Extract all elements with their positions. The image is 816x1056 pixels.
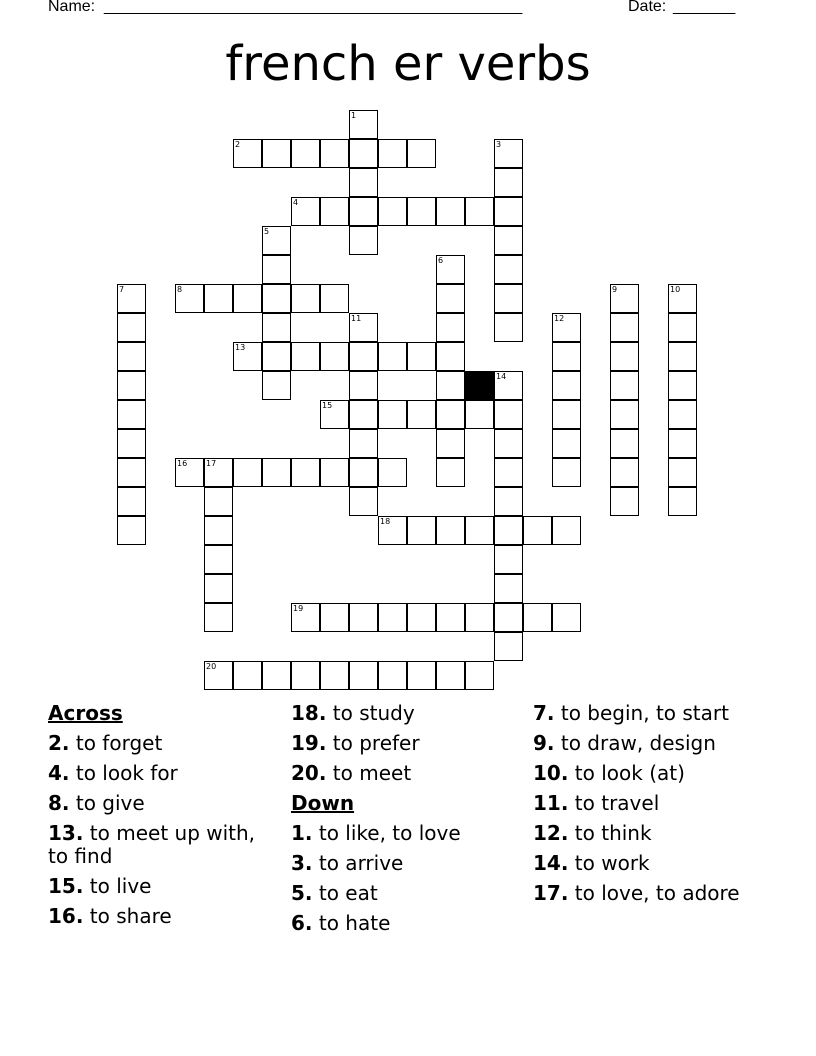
grid-cell[interactable] <box>610 487 639 516</box>
clue-number: 10 <box>670 285 681 294</box>
clue-column-2 <box>291 702 521 942</box>
grid-cell[interactable] <box>320 400 349 429</box>
name-line[interactable]: _______________________________________________ <box>104 0 523 15</box>
clue-text: to meet <box>326 761 412 785</box>
grid-cell[interactable] <box>117 458 146 487</box>
clue-number-label: 13. <box>48 821 84 845</box>
grid-cell[interactable] <box>204 516 233 545</box>
clue-number: 17 <box>206 459 217 468</box>
grid-cell[interactable] <box>436 342 465 371</box>
grid-cell[interactable] <box>320 197 349 226</box>
grid-cell[interactable] <box>610 458 639 487</box>
grid-cell[interactable] <box>610 284 639 313</box>
grid-cell[interactable] <box>610 313 639 342</box>
across-clue <box>48 732 278 755</box>
clue-text: to prefer <box>326 731 420 755</box>
clue-number: 19 <box>293 604 304 613</box>
grid-cell[interactable] <box>262 371 291 400</box>
grid-cell[interactable] <box>378 342 407 371</box>
grid-cell[interactable] <box>117 313 146 342</box>
grid-cell[interactable] <box>436 197 465 226</box>
clue-number: 4 <box>293 198 299 207</box>
grid-cell[interactable] <box>117 284 146 313</box>
clue-text: to give <box>69 791 145 815</box>
grid-cell[interactable] <box>465 661 494 690</box>
grid-cell[interactable] <box>233 661 262 690</box>
date-line[interactable]: _______ <box>673 0 736 15</box>
grid-cell[interactable] <box>349 197 378 226</box>
grid-cell[interactable] <box>378 603 407 632</box>
clue-text: to study <box>326 701 415 725</box>
grid-cell[interactable] <box>494 226 523 255</box>
grid-cell[interactable] <box>668 342 697 371</box>
clue-number-label: 3. <box>291 851 313 875</box>
grid-cell[interactable] <box>262 255 291 284</box>
clue-number: 6 <box>438 256 444 265</box>
grid-cell[interactable] <box>494 487 523 516</box>
grid-cell[interactable] <box>494 516 523 545</box>
grid-cell[interactable] <box>407 603 436 632</box>
clue-number-label: 8. <box>48 791 70 815</box>
grid-cell[interactable] <box>610 429 639 458</box>
clue-text: to draw, design <box>554 731 716 755</box>
grid-cell[interactable] <box>262 139 291 168</box>
across-clue <box>48 875 278 898</box>
grid-cell[interactable] <box>668 400 697 429</box>
grid-cell[interactable] <box>436 400 465 429</box>
grid-cell[interactable] <box>320 603 349 632</box>
across-clue <box>48 762 278 785</box>
clue-text: to share <box>83 904 172 928</box>
grid-cell[interactable] <box>320 139 349 168</box>
grid-cell[interactable] <box>349 400 378 429</box>
clue-number-label: 20. <box>291 761 327 785</box>
grid-cell[interactable] <box>233 284 262 313</box>
grid-cell[interactable] <box>291 603 320 632</box>
grid-cell[interactable] <box>233 139 262 168</box>
clue-number: 7 <box>119 285 125 294</box>
grid-cell[interactable] <box>494 574 523 603</box>
grid-cell[interactable] <box>436 313 465 342</box>
grid-cell[interactable] <box>407 197 436 226</box>
date-label: Date: <box>628 0 671 15</box>
grid-cell[interactable] <box>465 516 494 545</box>
grid-cell[interactable] <box>436 255 465 284</box>
clue-number-label: 6. <box>291 911 313 935</box>
grid-cell[interactable] <box>204 603 233 632</box>
clue-number: 14 <box>496 372 507 381</box>
across-heading: Across <box>48 701 123 725</box>
grid-cell[interactable] <box>204 284 233 313</box>
down-clue <box>291 882 521 905</box>
grid-cell[interactable] <box>291 284 320 313</box>
across-clue <box>291 762 521 785</box>
clue-number: 18 <box>380 517 391 526</box>
grid-cell[interactable] <box>552 400 581 429</box>
clue-text: to love, to adore <box>568 881 740 905</box>
grid-cell[interactable] <box>610 342 639 371</box>
down-heading: Down <box>291 791 355 815</box>
grid-cell[interactable] <box>291 197 320 226</box>
clue-number: 5 <box>264 227 270 236</box>
grid-cell[interactable] <box>378 400 407 429</box>
grid-cell[interactable] <box>494 429 523 458</box>
grid-cell[interactable] <box>378 139 407 168</box>
grid-cell[interactable] <box>378 516 407 545</box>
grid-cell[interactable] <box>494 545 523 574</box>
across-clue <box>48 905 278 928</box>
grid-cell[interactable] <box>349 371 378 400</box>
grid-cell[interactable] <box>436 603 465 632</box>
grid-cell[interactable] <box>204 487 233 516</box>
down-clue <box>533 762 753 785</box>
clue-text: to look (at) <box>568 761 685 785</box>
clue-number-label: 5. <box>291 881 313 905</box>
grid-cell[interactable] <box>320 284 349 313</box>
grid-cell[interactable] <box>436 516 465 545</box>
clue-number-label: 15. <box>48 874 84 898</box>
grid-cell[interactable] <box>349 110 378 139</box>
clue-column-3 <box>533 702 753 912</box>
grid-cell[interactable] <box>262 458 291 487</box>
grid-cell[interactable] <box>494 284 523 313</box>
grid-cell[interactable] <box>320 661 349 690</box>
grid-cell[interactable] <box>494 603 523 632</box>
clue-number-label: 1. <box>291 821 313 845</box>
clue-number: 1 <box>351 111 357 120</box>
grid-cell[interactable] <box>465 400 494 429</box>
clue-number: 11 <box>351 314 362 323</box>
grid-cell[interactable] <box>407 661 436 690</box>
down-clue <box>533 882 753 905</box>
grid-cell[interactable] <box>494 371 523 400</box>
clue-text: to like, to love <box>312 821 461 845</box>
down-clue <box>533 792 753 815</box>
grid-cell[interactable] <box>494 139 523 168</box>
grid-cell[interactable] <box>552 516 581 545</box>
grid-cell[interactable] <box>552 342 581 371</box>
grid-cell[interactable] <box>465 603 494 632</box>
grid-cell[interactable] <box>552 371 581 400</box>
grid-cell[interactable] <box>349 139 378 168</box>
clue-text: to work <box>568 851 650 875</box>
clue-number-label: 14. <box>533 851 569 875</box>
clue-number: 2 <box>235 140 241 149</box>
clue-number: 3 <box>496 140 502 149</box>
grid-cell[interactable] <box>407 139 436 168</box>
grid-cell[interactable] <box>552 313 581 342</box>
grid-cell[interactable] <box>117 429 146 458</box>
grid-cell[interactable] <box>291 342 320 371</box>
grid-cell[interactable] <box>204 574 233 603</box>
blocked-cell <box>465 371 494 400</box>
grid-cell[interactable] <box>494 458 523 487</box>
clue-number: 16 <box>177 459 188 468</box>
grid-cell[interactable] <box>552 458 581 487</box>
clue-text: to meet up with, to find <box>48 821 256 868</box>
clue-number-label: 11. <box>533 791 569 815</box>
grid-cell[interactable] <box>668 429 697 458</box>
grid-cell[interactable] <box>349 168 378 197</box>
grid-cell[interactable] <box>349 226 378 255</box>
grid-cell[interactable] <box>378 458 407 487</box>
down-clue <box>533 852 753 875</box>
grid-cell[interactable] <box>175 284 204 313</box>
clue-text: to forget <box>69 731 163 755</box>
grid-cell[interactable] <box>117 342 146 371</box>
grid-cell[interactable] <box>552 429 581 458</box>
grid-cell[interactable] <box>117 400 146 429</box>
grid-cell[interactable] <box>494 255 523 284</box>
clue-number-label: 10. <box>533 761 569 785</box>
grid-cell[interactable] <box>523 516 552 545</box>
grid-cell[interactable] <box>349 603 378 632</box>
grid-cell[interactable] <box>291 139 320 168</box>
clue-number: 8 <box>177 285 183 294</box>
clue-text: to think <box>568 821 652 845</box>
grid-cell[interactable] <box>291 661 320 690</box>
grid-cell[interactable] <box>204 545 233 574</box>
down-clue <box>533 822 753 845</box>
grid-cell[interactable] <box>262 226 291 255</box>
grid-cell[interactable] <box>320 458 349 487</box>
across-clue <box>291 702 521 725</box>
clue-number-label: 17. <box>533 881 569 905</box>
grid-cell[interactable] <box>320 342 349 371</box>
clue-number-label: 4. <box>48 761 70 785</box>
grid-cell[interactable] <box>204 661 233 690</box>
grid-cell[interactable] <box>494 400 523 429</box>
grid-cell[interactable] <box>262 661 291 690</box>
grid-cell[interactable] <box>494 197 523 226</box>
clue-number-label: 19. <box>291 731 327 755</box>
grid-cell[interactable] <box>262 284 291 313</box>
down-clue <box>291 822 521 845</box>
grid-cell[interactable] <box>262 342 291 371</box>
clue-number-label: 2. <box>48 731 70 755</box>
grid-cell[interactable] <box>175 458 204 487</box>
grid-cell[interactable] <box>523 603 552 632</box>
grid-cell[interactable] <box>349 487 378 516</box>
grid-cell[interactable] <box>117 516 146 545</box>
grid-cell[interactable] <box>291 458 320 487</box>
clue-number-label: 9. <box>533 731 555 755</box>
grid-cell[interactable] <box>349 429 378 458</box>
grid-cell[interactable] <box>349 313 378 342</box>
grid-cell[interactable] <box>668 458 697 487</box>
clue-text: to look for <box>69 761 178 785</box>
clue-text: to travel <box>568 791 660 815</box>
clue-text: to begin, to start <box>554 701 729 725</box>
grid-cell[interactable] <box>349 661 378 690</box>
clue-number: 13 <box>235 343 246 352</box>
grid-cell[interactable] <box>117 487 146 516</box>
grid-cell[interactable] <box>117 371 146 400</box>
grid-cell[interactable] <box>494 168 523 197</box>
clue-number: 9 <box>612 285 618 294</box>
grid-cell[interactable] <box>668 284 697 313</box>
grid-cell[interactable] <box>668 371 697 400</box>
grid-cell[interactable] <box>204 458 233 487</box>
grid-cell[interactable] <box>378 661 407 690</box>
clue-number-label: 18. <box>291 701 327 725</box>
clue-column-1 <box>48 702 278 935</box>
down-clue <box>533 702 753 725</box>
clue-number: 12 <box>554 314 565 323</box>
grid-cell[interactable] <box>407 400 436 429</box>
page-title: french er verbs <box>225 36 591 92</box>
grid-cell[interactable] <box>349 342 378 371</box>
grid-cell[interactable] <box>465 197 494 226</box>
across-clue <box>48 822 278 868</box>
down-clue <box>533 732 753 755</box>
clue-number-label: 12. <box>533 821 569 845</box>
grid-cell[interactable] <box>349 458 378 487</box>
grid-cell[interactable] <box>233 342 262 371</box>
grid-cell[interactable] <box>436 284 465 313</box>
down-clue <box>291 852 521 875</box>
name-label: Name: <box>48 0 100 15</box>
clue-text: to eat <box>312 881 378 905</box>
grid-cell[interactable] <box>378 197 407 226</box>
grid-cell[interactable] <box>436 429 465 458</box>
across-clue <box>291 732 521 755</box>
clue-number: 15 <box>322 401 333 410</box>
clue-text: to live <box>83 874 152 898</box>
clue-number: 20 <box>206 662 217 671</box>
grid-cell[interactable] <box>494 632 523 661</box>
grid-cell[interactable] <box>407 342 436 371</box>
clue-text: to arrive <box>312 851 404 875</box>
grid-cell[interactable] <box>436 371 465 400</box>
clue-text: to hate <box>312 911 391 935</box>
grid-cell[interactable] <box>494 313 523 342</box>
down-clue <box>291 912 521 935</box>
grid-cell[interactable] <box>610 400 639 429</box>
grid-cell[interactable] <box>668 313 697 342</box>
grid-cell[interactable] <box>552 603 581 632</box>
grid-cell[interactable] <box>668 487 697 516</box>
grid-cell[interactable] <box>233 458 262 487</box>
grid-cell[interactable] <box>436 661 465 690</box>
clue-number-label: 7. <box>533 701 555 725</box>
grid-cell[interactable] <box>407 516 436 545</box>
grid-cell[interactable] <box>436 458 465 487</box>
across-clue <box>48 792 278 815</box>
grid-cell[interactable] <box>262 313 291 342</box>
clue-number-label: 16. <box>48 904 84 928</box>
grid-cell[interactable] <box>610 371 639 400</box>
